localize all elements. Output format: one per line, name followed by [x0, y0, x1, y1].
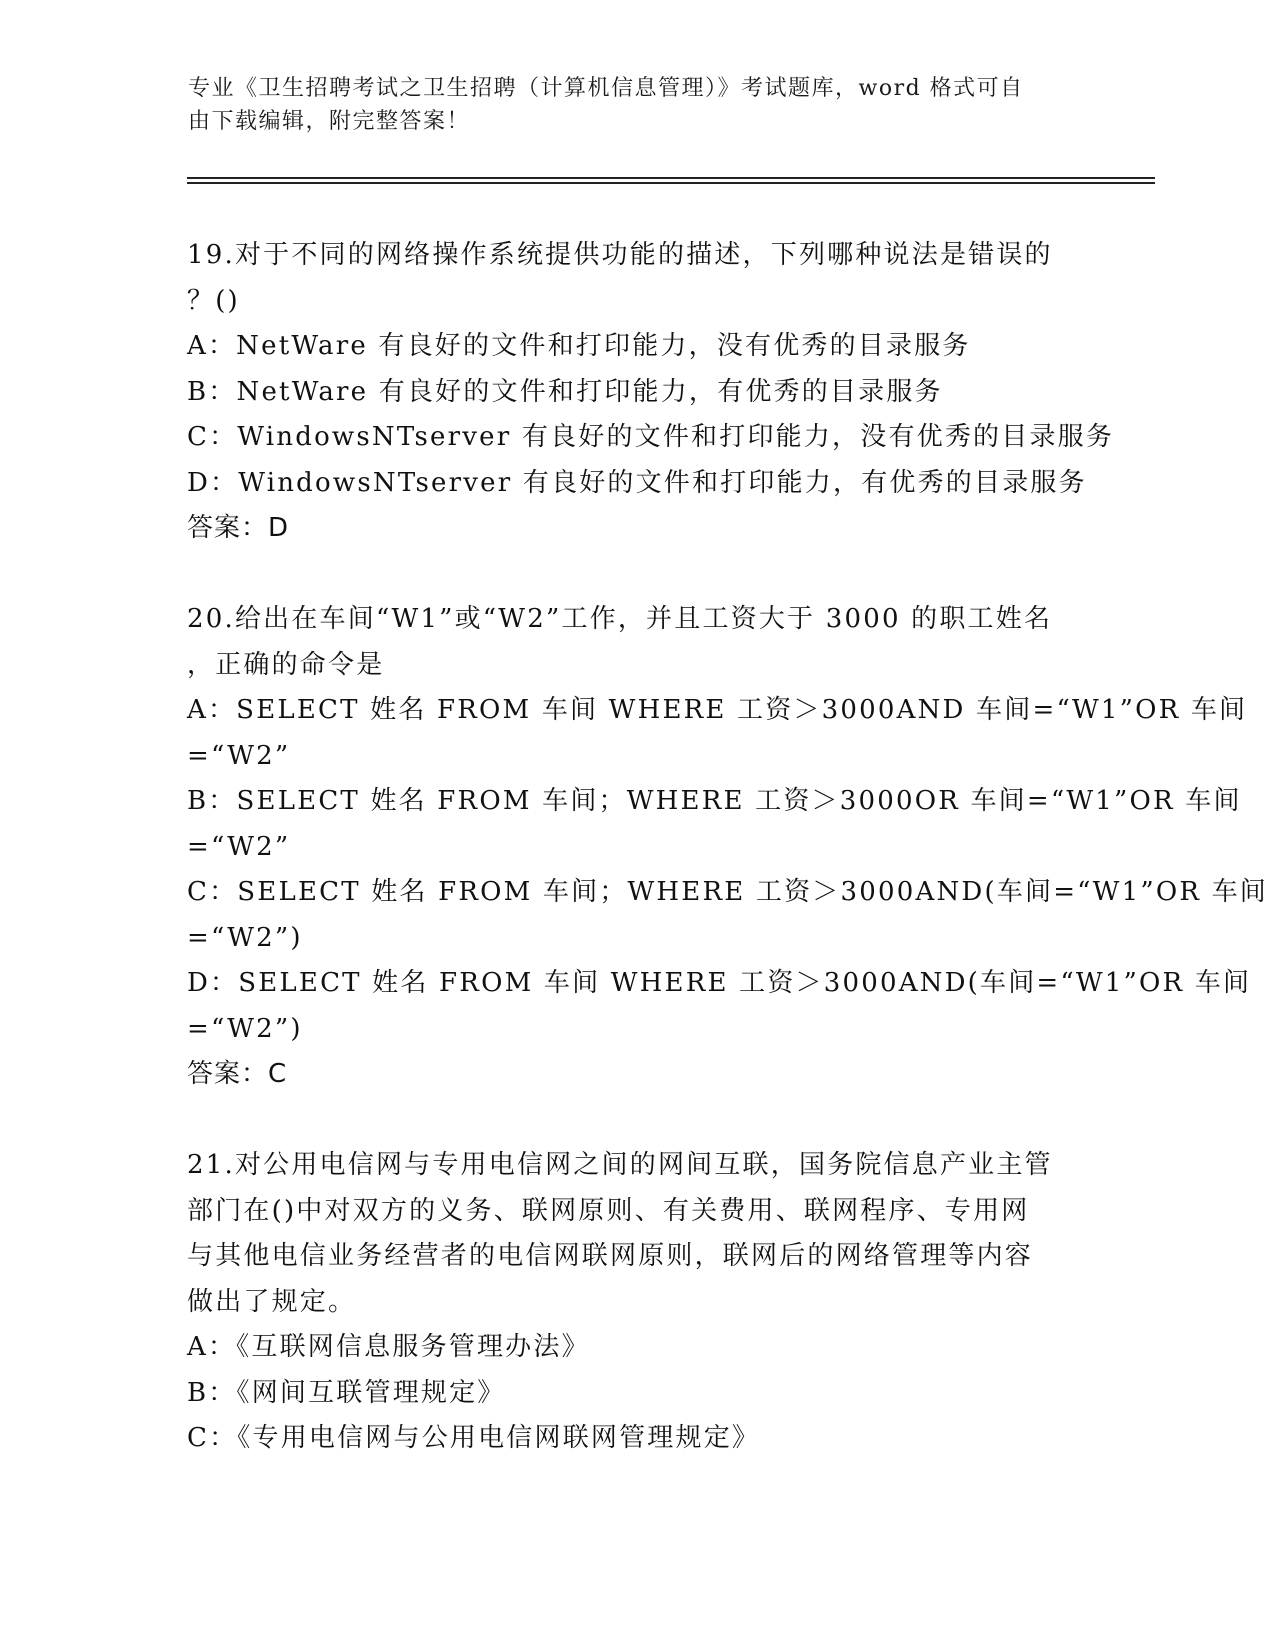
question-stem-line: ？(): [187, 285, 240, 316]
header-line-2: 由下载编辑，附完整答案！: [188, 109, 471, 134]
question-19: [187, 233, 1115, 552]
option-c: C：WindowsNTserver 有良好的文件和打印能力，没有优秀的目录服务: [187, 422, 1115, 452]
option-c: C：SELECT 姓名 FROM 车间；WHERE 工资＞3000AND(车间=“W1”OR 车间: [187, 877, 1268, 907]
question-list: [187, 233, 1268, 1462]
option-b: B：《网间互联管理规定》: [187, 1377, 506, 1408]
question-stem-line: 19.对于不同的网络操作系统提供功能的描述，下列哪种说法是错误的: [187, 240, 1053, 270]
question-20: [187, 597, 1268, 1098]
question-stem-line: 与其他电信业务经营者的电信网联网原则，联网后的网络管理等内容: [187, 1241, 1034, 1271]
question-stem-line: ，正确的命令是: [187, 649, 385, 680]
option-b: B：NetWare 有良好的文件和打印能力，有优秀的目录服务: [187, 376, 943, 407]
option-c-continued: =“W2”): [187, 922, 303, 953]
option-a: A：SELECT 姓名 FROM 车间 WHERE 工资＞3000AND 车间=“W1”OR 车间: [187, 695, 1248, 725]
option-c: C：《专用电信网与公用电信网联网管理规定》: [187, 1423, 761, 1453]
document-header: [188, 72, 1088, 138]
question-stem-line: 部门在()中对双方的义务、联网原则、有关费用、联网程序、专用网: [187, 1195, 1030, 1226]
question-21: [187, 1143, 1087, 1462]
header-line-1: 专业《卫生招聘考试之卫生招聘（计算机信息管理）》考试题库，word 格式可自: [188, 76, 1024, 101]
option-b-continued: =“W2”: [187, 831, 291, 862]
question-stem-line: 21.对公用电信网与专用电信网之间的网间互联，国务院信息产业主管: [187, 1150, 1053, 1180]
option-a: A：NetWare 有良好的文件和打印能力，没有优秀的目录服务: [187, 331, 971, 361]
spacer: [187, 552, 1087, 598]
answer-label: 答案：D: [187, 513, 290, 543]
option-a-continued: =“W2”: [187, 740, 291, 771]
option-d: D：WindowsNTserver 有良好的文件和打印能力，有优秀的目录服务: [187, 467, 1087, 498]
question-stem-line: 20.给出在车间“W1”或“W2”工作，并且工资大于 3000 的职工姓名: [187, 604, 1053, 634]
option-a: A：《互联网信息服务管理办法》: [187, 1332, 590, 1362]
option-d-continued: =“W2”): [187, 1013, 303, 1044]
option-b: B：SELECT 姓名 FROM 车间；WHERE 工资＞3000OR 车间=“W1”OR 车间: [187, 786, 1242, 816]
answer-label: 答案：C: [187, 1059, 288, 1089]
question-stem-line: 做出了规定。: [187, 1286, 357, 1317]
header-divider-top: [187, 177, 1155, 179]
header-divider-bottom: [187, 182, 1155, 184]
spacer: [187, 1098, 1087, 1144]
option-d: D：SELECT 姓名 FROM 车间 WHERE 工资＞3000AND(车间=“W1”OR 车间: [187, 968, 1252, 998]
